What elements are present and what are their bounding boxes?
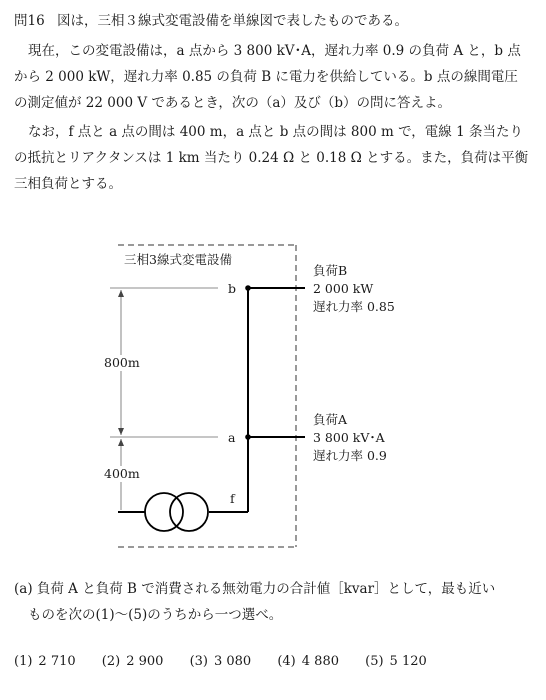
point-b-label: b: [228, 281, 237, 296]
question-a-line-1: ものを次の(1)～(5)のうちから一つ選べ。: [28, 607, 283, 623]
transformer-symbol: [145, 493, 208, 531]
node-b-dot: [245, 285, 251, 291]
load-b-name: 負荷B: [313, 263, 348, 278]
node-a-dot: [245, 434, 251, 440]
answer-choices: [14, 654, 449, 669]
problem-number: 問16: [14, 13, 45, 29]
distance-fa-label: 400m: [104, 466, 140, 481]
problem-line-0: 図は，三相３線式変電設備を単線図で表したものである。: [56, 13, 408, 29]
choice-4[interactable]: (4) 4 880: [277, 654, 339, 669]
dimension-arrow-mid-upper: [118, 428, 124, 435]
problem-line-2: から 2 000 kW，遅れ力率 0.85 の負荷 B に電力を供給している。b 点の線間電圧: [14, 69, 518, 85]
load-b-power-factor: 遅れ力率 0.85: [313, 299, 395, 314]
problem-line-3: の測定値が 22 000 V であるとき，次の（a）及び（b）の問に答えよ。: [14, 95, 452, 111]
transformer-primary-coil: [145, 493, 183, 531]
dimension-arrow-mid-lower: [118, 439, 124, 446]
problem-line-1: 現在，この変電設備は，a 点から 3 800 kV･A，遅れ力率 0.9 の負荷 A と，b 点: [28, 43, 521, 59]
choice-1[interactable]: (1) 2 710: [14, 654, 76, 669]
load-a-name: 負荷A: [313, 412, 348, 427]
enclosure-label: 三相3線式変電設備: [124, 252, 232, 267]
distance-ab-label: 800m: [104, 355, 140, 370]
load-a-power-factor: 遅れ力率 0.9: [313, 448, 387, 463]
choice-5[interactable]: (5) 5 120: [365, 654, 427, 669]
problem-line-5: の抵抗とリアクタンスは 1 km 当たり 0.24 Ω と 0.18 Ω とする。また，負荷は平衡: [14, 150, 529, 166]
point-a-label: a: [228, 430, 236, 445]
problem-line-6: 三相負荷とする。: [14, 176, 122, 192]
choice-3[interactable]: (3) 3 080: [189, 654, 252, 669]
problem-line-4: なお，f 点と a 点の間は 400 m，a 点と b 点の間は 800 m で，電線 1 条当たり: [28, 124, 523, 140]
choice-2[interactable]: (2) 2 900: [101, 654, 164, 669]
dimension-arrow-top: [118, 290, 124, 297]
question-a-line-0: (a) 負荷 A と負荷 B で消費される無効電力の合計値［kvar］として，最も近い: [14, 581, 496, 597]
transformer-secondary-coil: [170, 493, 208, 531]
load-a-power: 3 800 kV･A: [313, 430, 385, 445]
point-f-label: f: [230, 491, 235, 506]
load-b-power: 2 000 kW: [313, 281, 374, 296]
